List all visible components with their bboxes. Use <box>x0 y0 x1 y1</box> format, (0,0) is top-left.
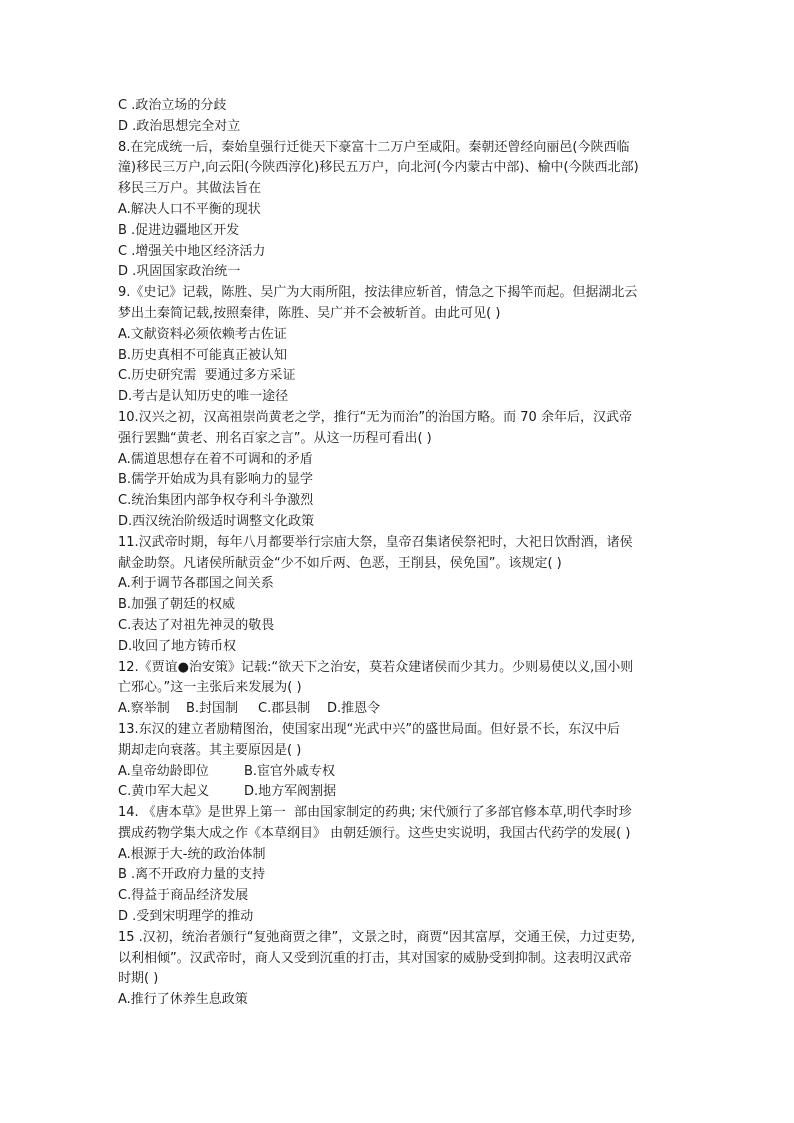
question-8-text: 潼)移民三万户,向云阳(今陕西淳化)移民五万户，向北河(今内蒙古中部)、榆中(今陕西北部) <box>118 160 639 176</box>
option-d-q7: D .政治思想完全对立 <box>118 118 241 134</box>
option-d-q12: D.推恩令 <box>327 701 381 717</box>
question-15-text: 15 .汉初，统治者颁行“复弛商贾之律”，文景之时，商贾“因其富厚，交通王侯，力过吏势, <box>118 929 636 945</box>
question-9-text: 9.《史记》记载，陈胜、吴广为大雨所阻，按法律应斩首，情急之下揭竿而起。但据湖北云 <box>118 285 638 301</box>
question-11-text: 11.汉武帝时期，每年八月都要举行宗庙大祭，皇帝召集诸侯祭祀时，大祀日饮酎酒，诸侯 <box>118 534 633 550</box>
option-d-q14: D .受到宋明理学的推动 <box>118 909 254 925</box>
option-c-q12: C.郡县制 <box>258 701 311 717</box>
option-a-q10: A.儒道思想存在着不可调和的矛盾 <box>118 451 313 467</box>
question-13-text: 期却走向衰落。其主要原因是( ) <box>118 742 302 758</box>
option-a-q9: A.文献资料必须依赖考古佐证 <box>118 326 287 342</box>
document-body <box>118 96 680 1011</box>
option-c-q9: C.历史研究需 要通过多方采证 <box>118 368 296 384</box>
option-d-q13: D.地方军阀割据 <box>244 784 337 800</box>
option-c-q10: C.统治集团内部争权夺利斗争激烈 <box>118 493 314 509</box>
question-8-text: 8.在完成统一后，秦始皇强行迁徙天下豪富十二万户至咸阳。秦朝还曾经向丽邑(今陕西临 <box>118 139 630 155</box>
option-c-q13: C.黄巾军大起义 <box>118 784 210 800</box>
option-b-q11: B.加强了朝廷的权威 <box>118 597 236 613</box>
question-14-text: 撰成药物学集大成之作《本草纲目》 由朝廷颁行。这些史实说明，我国古代药学的发展( ) <box>118 825 631 841</box>
option-b-q8: B .促进边疆地区开发 <box>118 222 240 238</box>
option-a-q14: A.根源于大-统的政治体制 <box>118 846 266 862</box>
question-10-text: 强行罢黜“黄老、刑名百家之言”。从这一历程可看出( ) <box>118 430 432 446</box>
question-12-text: 12.《贾谊●治安策》记载:“欲天下之治安，莫若众建诸侯而少其力。少则易使以义,国小则 <box>118 659 634 675</box>
option-a-q12: A.察举制 <box>118 701 170 717</box>
option-b-q9: B.历史真相不可能真正被认知 <box>118 347 288 363</box>
options-q13-ab <box>118 762 680 783</box>
option-d-q8: D .巩固国家政治统一 <box>118 264 241 280</box>
option-a-q11: A.利于调节各郡国之间关系 <box>118 576 274 592</box>
question-12-text: 亡邪心。”这一主张后来发展为( ) <box>118 680 302 696</box>
question-11-text: 献金助祭。凡诸侯所献贡金“少不如斤两、色恶，王削县，侯免国”。该规定( ) <box>118 555 562 571</box>
question-15-text: 以利相倾”。汉武帝时，商人又受到沉重的打击，其对国家的威胁受到抑制。这表明汉武帝 <box>118 950 632 966</box>
question-10-text: 10.汉兴之初，汉高祖崇尚黄老之学，推行“无为而治”的治国方略。而 70 余年后，汉武帝 <box>118 409 632 425</box>
option-c-q14: C.得益于商品经济发展 <box>118 888 249 904</box>
option-b-q10: B.儒学开始成为具有影响力的显学 <box>118 472 314 488</box>
option-d-q9: D.考古是认知历史的唯一途径 <box>118 389 289 405</box>
question-9-text: 梦出土秦简记载,按照秦律，陈胜、吴广并不会被斩首。由此可见( ) <box>118 305 501 321</box>
question-13-text: 13.东汉的建立者励精图治，使国家出现“光武中兴”的盛世局面。但好景不长，东汉中后 <box>118 721 621 737</box>
option-a-q8: A.解决人口不平衡的现状 <box>118 201 261 217</box>
option-a-q13: A.皇帝幼龄即位 <box>118 763 209 779</box>
question-14-text: 14. 《唐本草》是世界上第一 部由国家制定的药典; 宋代颁行了多部官修本草,明代李时珍 <box>118 805 632 821</box>
option-d-q10: D.西汉统治阶级适时调整文化政策 <box>118 513 315 529</box>
question-8-text: 移民三万户。其做法旨在 <box>118 181 262 197</box>
option-b-q14: B .离不开政府力量的支持 <box>118 867 266 883</box>
question-15-text: 时期( ) <box>118 971 159 987</box>
option-d-q11: D.收回了地方铸币权 <box>118 638 237 654</box>
option-c-q11: C.表达了对祖先神灵的敬畏 <box>118 617 275 633</box>
options-q12 <box>118 699 680 720</box>
option-a-q15: A.推行了休养生息政策 <box>118 992 248 1008</box>
option-c-q8: C .增强关中地区经济活力 <box>118 243 266 259</box>
option-b-q12: B.封国制 <box>186 701 239 717</box>
option-c-q7: C .政治立场的分歧 <box>118 98 227 113</box>
options-q13-cd <box>118 782 680 803</box>
option-b-q13: B.宦官外戚专权 <box>244 763 336 779</box>
